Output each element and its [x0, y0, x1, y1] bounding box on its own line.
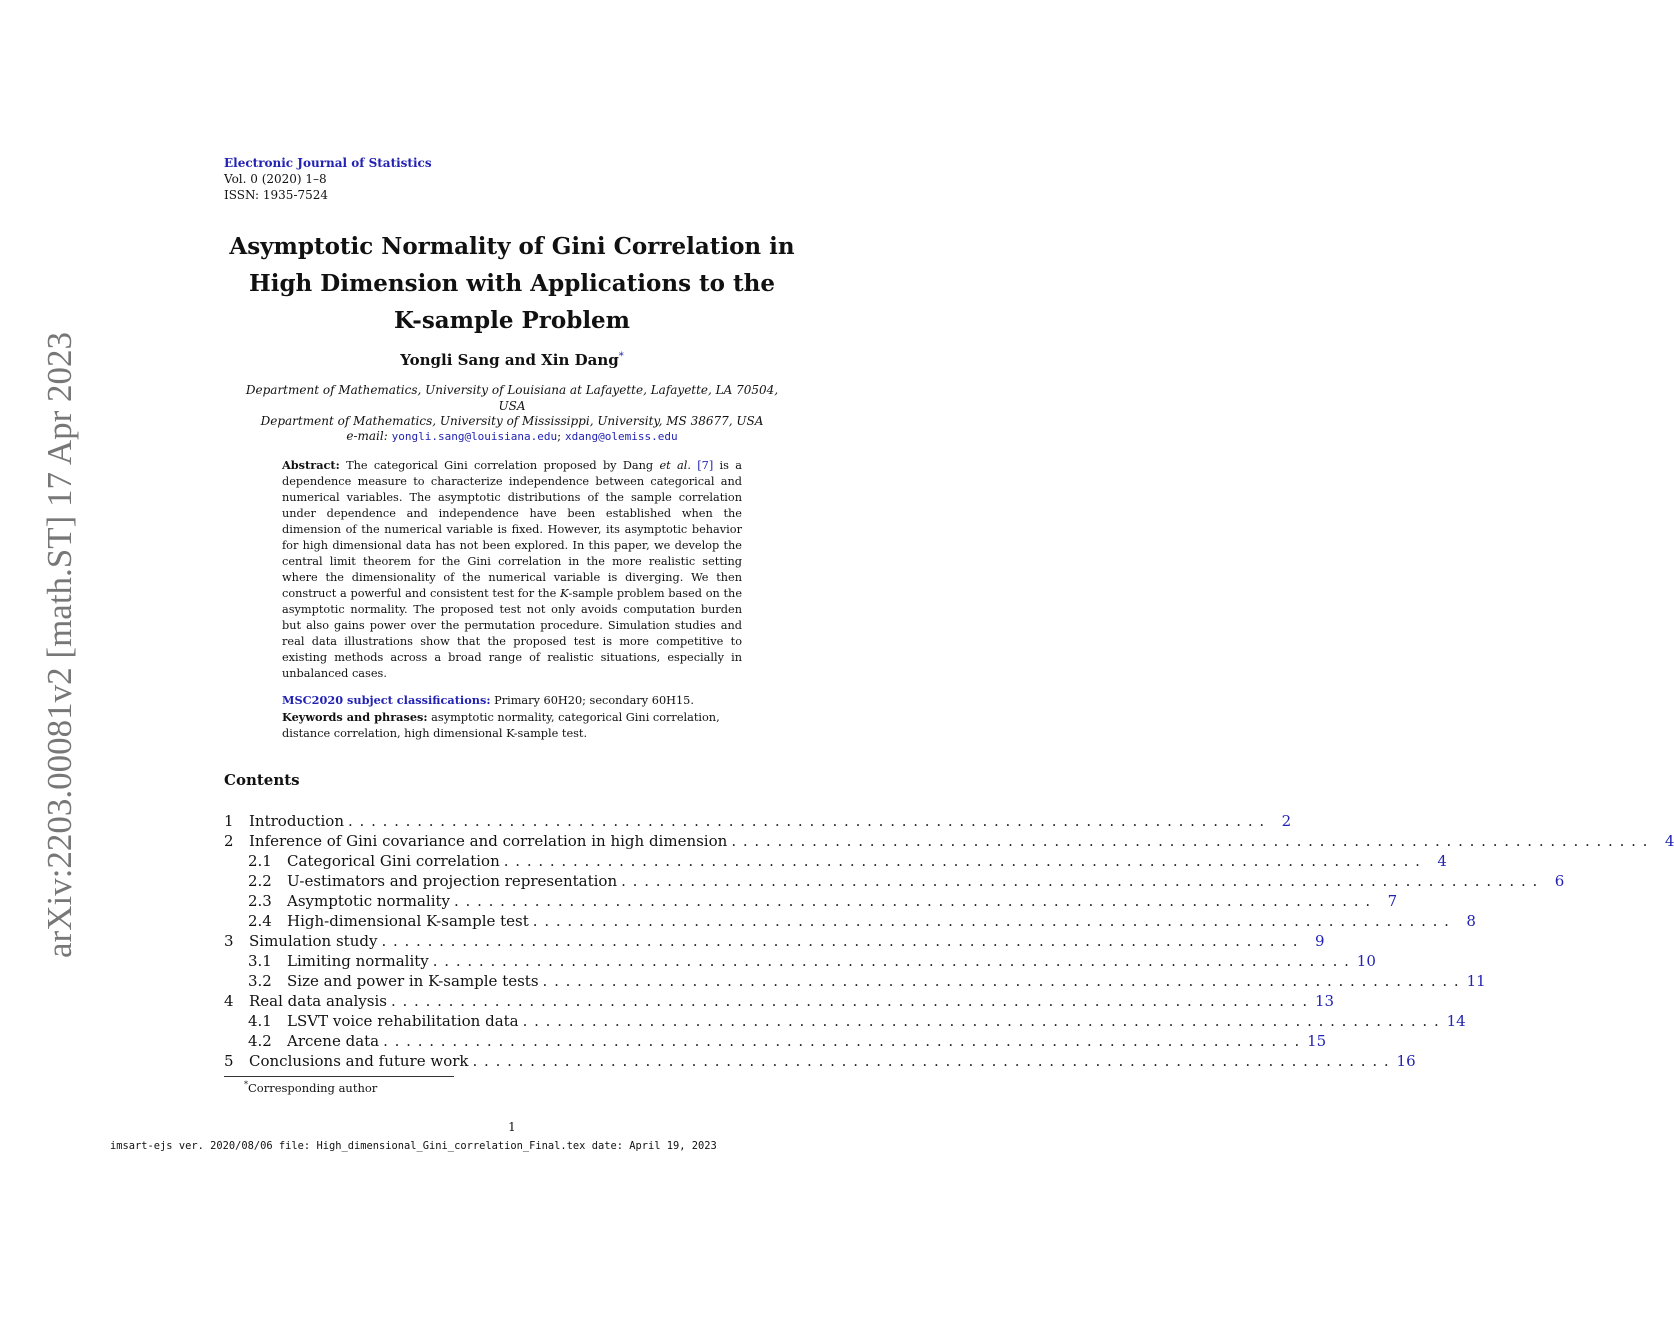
- journal-info: [224, 155, 432, 203]
- affiliation-1: [224, 382, 800, 414]
- toc-title: Limiting normality: [287, 952, 429, 970]
- toc-title: Real data analysis: [249, 992, 387, 1010]
- abstract-dot: .: [687, 459, 691, 472]
- toc-entry[interactable]: [224, 911, 1476, 931]
- toc-entry[interactable]: [224, 1051, 1416, 1071]
- toc-page-link[interactable]: 15: [1307, 1032, 1327, 1050]
- toc-entry[interactable]: [224, 991, 1335, 1011]
- toc-number: 2.4: [248, 912, 272, 930]
- toc-entry[interactable]: [224, 931, 1325, 951]
- toc-page-link[interactable]: 8: [1466, 912, 1476, 930]
- toc-number: 5: [224, 1052, 234, 1070]
- toc-number: 4: [224, 992, 234, 1010]
- toc-title: Asymptotic normality: [287, 892, 451, 910]
- toc-page-link[interactable]: 2: [1281, 812, 1292, 830]
- abstract-label: Abstract:: [282, 458, 340, 472]
- toc-number: 3.1: [248, 952, 272, 970]
- toc-title: Simulation study: [249, 932, 378, 950]
- authors: [224, 351, 800, 369]
- toc-entry[interactable]: [224, 951, 1376, 971]
- toc-leader-dots: . . . . . . . . . . . . . . . . . . . . . . . . . . . . . . . . . . . . . . . . . . . . . . . . . . . . . . . . . . . . . . . . . . . . . . . . . . . . . . . .: [532, 912, 1450, 930]
- footnote-text: Corresponding author: [248, 1080, 378, 1095]
- toc-number: 4.1: [248, 1012, 272, 1030]
- footnote-mark: *: [244, 1080, 248, 1089]
- email-link-2[interactable]: xdang@olemiss.edu: [565, 430, 678, 443]
- toc-entry[interactable]: [224, 871, 1565, 891]
- page-number: 1: [508, 1120, 516, 1134]
- email-link-1[interactable]: yongli.sang@louisiana.edu: [391, 430, 558, 443]
- msc-value: Primary 60H20; secondary 60H15.: [494, 694, 694, 707]
- toc-leader-dots: . . . . . . . . . . . . . . . . . . . . . . . . . . . . . . . . . . . . . . . . . . . . . . . . . . . . . . . . . . . . . . . . . . . . . . . . . . . . . . . .: [503, 852, 1421, 870]
- toc-page-link[interactable]: 9: [1315, 932, 1325, 950]
- abstract-etal: et al: [659, 459, 688, 472]
- toc-number: 3.2: [248, 972, 272, 990]
- imsart-footer: imsart-ejs ver. 2020/08/06 file: High_dimensional_Gini_correlation_Final.tex date: April 19, 2023: [110, 1140, 717, 1152]
- toc-title: Inference of Gini covariance and correlation in high dimension: [249, 832, 728, 850]
- classifications: [282, 692, 752, 742]
- toc-entry[interactable]: [224, 811, 1292, 831]
- title-line-1: Asymptotic Normality of Gini Correlation in: [229, 233, 795, 260]
- toc-page-link[interactable]: 13: [1315, 992, 1335, 1010]
- toc-number: 4.2: [248, 1032, 272, 1050]
- abstract-text-1: The categorical Gini correlation proposed by Dang: [346, 459, 654, 472]
- toc-leader-dots: . . . . . . . . . . . . . . . . . . . . . . . . . . . . . . . . . . . . . . . . . . . . . . . . . . . . . . . . . . . . . . . . . . . . . . . . . . . . . . . .: [731, 832, 1649, 850]
- toc-title: U-estimators and projection representation: [287, 872, 618, 890]
- author-names: Yongli Sang and Xin Dang: [400, 351, 619, 369]
- toc-title: Conclusions and future work: [249, 1052, 469, 1070]
- paper-title: [224, 228, 800, 339]
- toc-title: LSVT voice rehabilitation data: [287, 1012, 519, 1030]
- toc-page-link[interactable]: 4: [1664, 832, 1674, 850]
- toc-leader-dots: . . . . . . . . . . . . . . . . . . . . . . . . . . . . . . . . . . . . . . . . . . . . . . . . . . . . . . . . . . . . . . . . . . . . . . . . . . . . . . . .: [472, 1052, 1390, 1070]
- toc-number: 2.2: [248, 872, 272, 890]
- footnote: [244, 1080, 377, 1095]
- toc-title: High-dimensional K-sample test: [287, 912, 529, 930]
- title-line-2: High Dimension with Applications to the: [248, 270, 776, 297]
- toc-page-link[interactable]: 16: [1396, 1052, 1416, 1070]
- toc-leader-dots: . . . . . . . . . . . . . . . . . . . . . . . . . . . . . . . . . . . . . . . . . . . . . . . . . . . . . . . . . . . . . . . . . . . . . . . . . . . . . . . .: [390, 992, 1309, 1010]
- footnote-mark-link[interactable]: *: [618, 351, 624, 362]
- email-separator: ;: [557, 429, 562, 443]
- toc-number: 2.1: [248, 852, 272, 870]
- toc-page-link[interactable]: 10: [1356, 952, 1376, 970]
- citation-link[interactable]: [7]: [697, 459, 714, 472]
- toc-entry[interactable]: [224, 1031, 1327, 1051]
- keywords-value: asymptotic normality, categorical Gini correlation, distance correlation, high dimensional K-sample test.: [282, 711, 720, 740]
- toc-entry[interactable]: [224, 971, 1486, 991]
- toc-leader-dots: . . . . . . . . . . . . . . . . . . . . . . . . . . . . . . . . . . . . . . . . . . . . . . . . . . . . . . . . . . . . . . . . . . . . . . . . . . . . . . . .: [621, 872, 1539, 890]
- affiliation-2: Department of Mathematics, University of Mississippi, University, MS 38677, USA: [260, 414, 764, 428]
- title-line-3: K-sample Problem: [393, 307, 631, 334]
- abstract-k: K: [560, 587, 569, 600]
- journal-volume: Vol. 0 (2020) 1–8: [224, 172, 327, 186]
- toc-title: Arcene data: [287, 1032, 380, 1050]
- toc-number: 1: [224, 812, 234, 830]
- toc-entry[interactable]: [224, 831, 1674, 851]
- msc-link[interactable]: MSC2020 subject classifications:: [282, 693, 491, 707]
- toc-number: 3: [224, 932, 234, 950]
- toc-entry[interactable]: [224, 891, 1398, 911]
- journal-issn: ISSN: 1935-7524: [224, 188, 329, 202]
- toc-number: 2.3: [248, 892, 272, 910]
- toc-page-link[interactable]: 7: [1387, 892, 1398, 910]
- arxiv-stamp: arXiv:2203.00081v2 [math.ST] 17 Apr 2023: [40, 331, 79, 958]
- toc-title: Size and power in K-sample tests: [287, 972, 539, 990]
- abstract: [282, 457, 742, 682]
- affiliation-1-line-2: USA: [498, 399, 526, 413]
- toc-leader-dots: . . . . . . . . . . . . . . . . . . . . . . . . . . . . . . . . . . . . . . . . . . . . . . . . . . . . . . . . . . . . . . . . . . . . . . . . . . . . . . . .: [522, 1012, 1440, 1030]
- keywords-label: Keywords and phrases:: [282, 710, 428, 724]
- abstract-text-3: -sample problem based on the asymptotic normality. The proposed test not only avoids computation burden but also gains power over the permutation procedure. Simulation studies and real data illustrations show that the proposed test is more competitive to existing methods across a broad range of realistic situations, especially in unbalanced cases.: [282, 587, 743, 680]
- msc-line: [282, 692, 752, 709]
- toc-leader-dots: . . . . . . . . . . . . . . . . . . . . . . . . . . . . . . . . . . . . . . . . . . . . . . . . . . . . . . . . . . . . . . . . . . . . . . . . . . . . . . . .: [381, 932, 1299, 950]
- toc-leader-dots: . . . . . . . . . . . . . . . . . . . . . . . . . . . . . . . . . . . . . . . . . . . . . . . . . . . . . . . . . . . . . . . . . . . . . . . . . . . . . . . .: [542, 972, 1460, 990]
- toc-leader-dots: . . . . . . . . . . . . . . . . . . . . . . . . . . . . . . . . . . . . . . . . . . . . . . . . . . . . . . . . . . . . . . . . . . . . . . . . . . . . . . . .: [454, 892, 1372, 910]
- toc-page-link[interactable]: 11: [1466, 972, 1486, 990]
- toc-page-link[interactable]: 4: [1437, 852, 1447, 870]
- contents-heading: Contents: [224, 771, 300, 789]
- toc-leader-dots: . . . . . . . . . . . . . . . . . . . . . . . . . . . . . . . . . . . . . . . . . . . . . . . . . . . . . . . . . . . . . . . . . . . . . . . . . . . . . . . .: [432, 952, 1350, 970]
- toc-number: 2: [224, 832, 234, 850]
- toc-page-link[interactable]: 6: [1554, 872, 1565, 890]
- toc-leader-dots: . . . . . . . . . . . . . . . . . . . . . . . . . . . . . . . . . . . . . . . . . . . . . . . . . . . . . . . . . . . . . . . . . . . . . . . . . . . . . . . .: [348, 812, 1266, 830]
- toc-entry[interactable]: [224, 851, 1447, 871]
- journal-name-link[interactable]: Electronic Journal of Statistics: [224, 156, 432, 170]
- email-line: [224, 429, 800, 443]
- toc-page-link[interactable]: 14: [1446, 1012, 1466, 1030]
- keywords-line: [282, 709, 752, 742]
- abstract-text-2: is a dependence measure to characterize independence between categorical and numerical variables. The asymptotic distributions of the sample correlation under dependence and independence have been established when the dimension of the numerical variable is fixed. However, its asymptotic behavior for high dimensional data has not been explored. In this paper, we develop the central limit theorem for the Gini correlation in the more realistic setting where the dimensionality of the numerical variable is diverging. We then construct a powerful and consistent test for the: [282, 459, 742, 600]
- footnote-rule: [224, 1076, 454, 1077]
- affiliation-1-line-1: Department of Mathematics, University of Louisiana at Lafayette, Lafayette, LA 70504,: [245, 383, 779, 397]
- table-of-contents: [224, 811, 1674, 1071]
- toc-title: Categorical Gini correlation: [287, 852, 500, 870]
- toc-title: Introduction: [249, 812, 344, 830]
- toc-leader-dots: . . . . . . . . . . . . . . . . . . . . . . . . . . . . . . . . . . . . . . . . . . . . . . . . . . . . . . . . . . . . . . . . . . . . . . . . . . . . . . . .: [383, 1032, 1301, 1050]
- email-label: e-mail:: [346, 429, 388, 443]
- toc-entry[interactable]: [224, 1011, 1466, 1031]
